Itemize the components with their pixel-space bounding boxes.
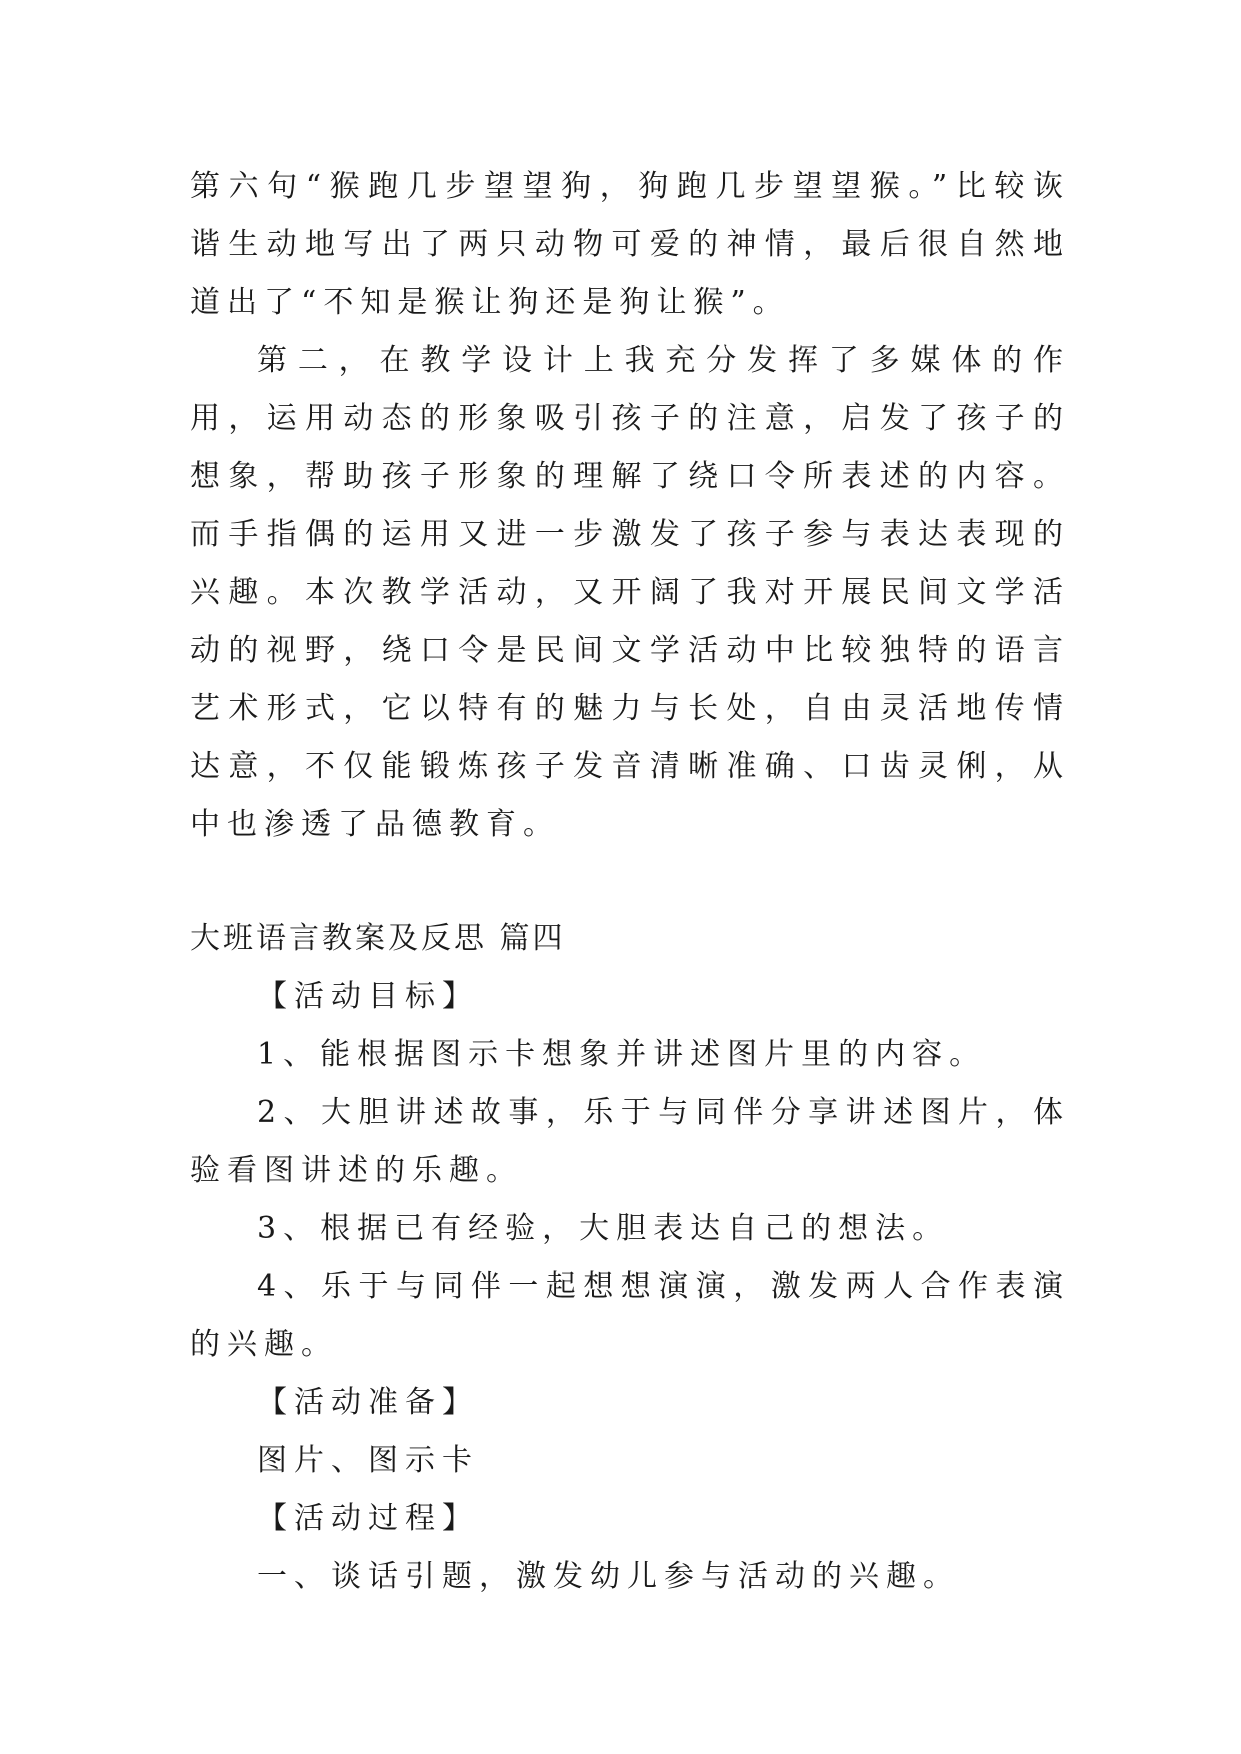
goal-item-1: 1、能根据图示卡想象并讲述图片里的内容。 bbox=[257, 1037, 987, 1072]
document-body bbox=[190, 158, 1070, 1606]
goals-heading: 【活动目标】 bbox=[257, 979, 479, 1014]
prep-heading: 【活动准备】 bbox=[257, 1385, 479, 1420]
paragraph-monkey-dog-ending: 第六句“猴跑几步望望狗，狗跑几步望望猴。”比较诙谐生动地写出了两只动物可爱的神情，最后很自然地道出了“不知是猴让狗还是狗让猴”。 bbox=[190, 169, 1070, 320]
goal-item-2: 2、大胆讲述故事，乐于与同伴分享讲述图片，体验看图讲述的乐趣。 bbox=[190, 1095, 1070, 1188]
goal-item-4: 4、乐于与同伴一起想想演演，激发两人合作表演的兴趣。 bbox=[190, 1269, 1070, 1362]
section-title: 大班语言教案及反思 篇四 bbox=[190, 921, 566, 956]
section-spacer bbox=[190, 854, 1070, 910]
process-heading: 【活动过程】 bbox=[257, 1501, 479, 1536]
goal-item-3: 3、根据已有经验，大胆表达自己的想法。 bbox=[257, 1211, 950, 1246]
process-step-1: 一、谈话引题，激发幼儿参与活动的兴趣。 bbox=[257, 1559, 960, 1594]
paragraph-teaching-design-reflection: 第二，在教学设计上我充分发挥了多媒体的作用，运用动态的形象吸引孩子的注意，启发了孩子的想象，帮助孩子形象的理解了绕口令所表述的内容。而手指偶的运用又进一步激发了孩子参与表达表现的兴趣。本次教学活动，又开阔了我对开展民间文学活动的视野，绕口令是民间文学活动中比较独特的语言艺术形式，它以特有的魅力与长处，自由灵活地传情达意，不仅能锻炼孩子发音清晰准确、口齿灵俐，从中也渗透了品德教育。 bbox=[190, 343, 1070, 842]
prep-text: 图片、图示卡 bbox=[257, 1443, 479, 1478]
